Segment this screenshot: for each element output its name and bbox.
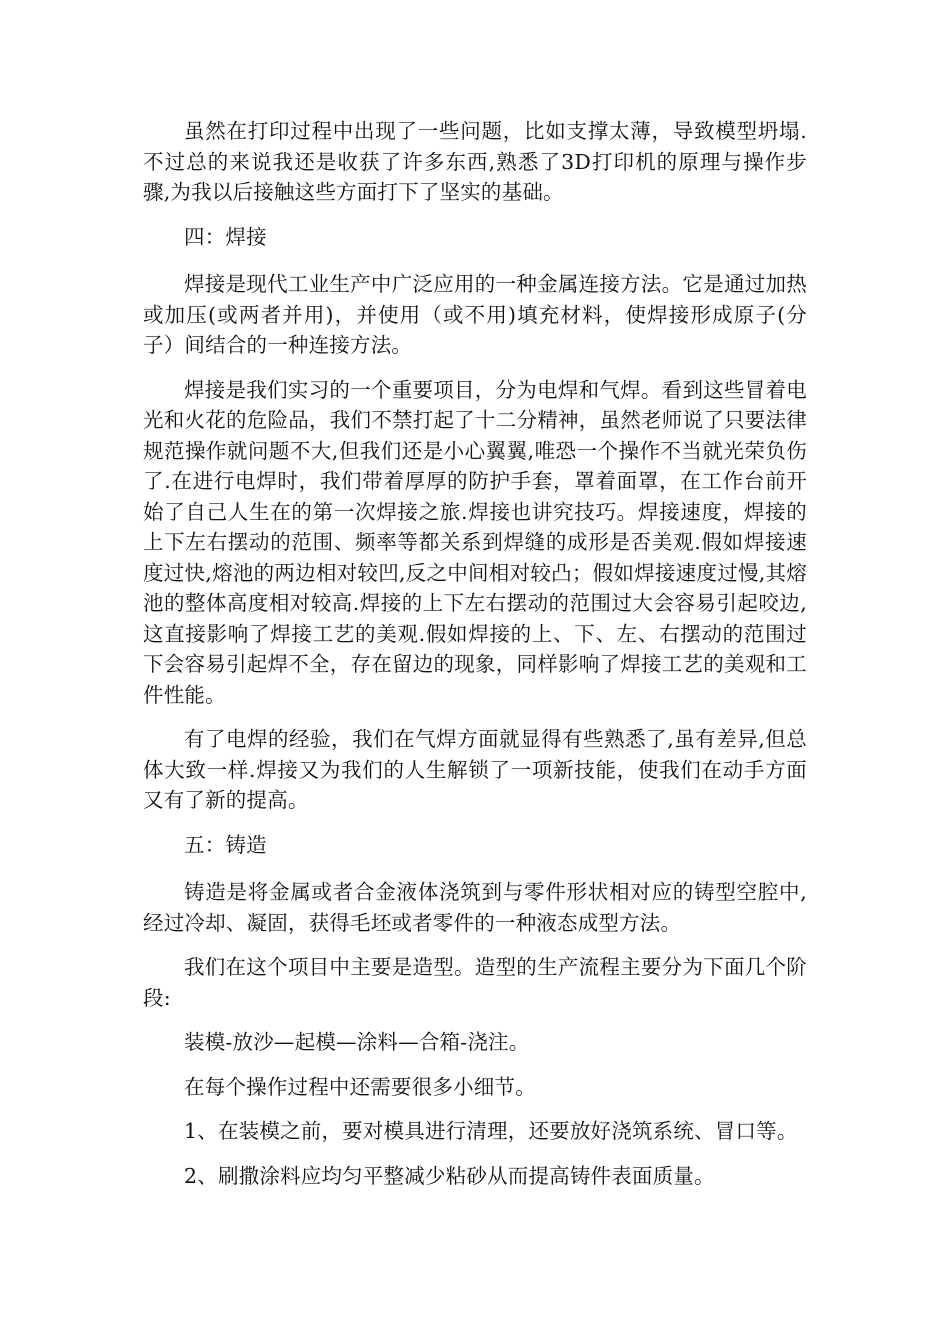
document-page: [143, 116, 807, 1205]
section-heading-casting: 五：铸造: [184, 832, 267, 857]
paragraph-gas-welding: 有了电焊的经验，我们在气焊方面就显得有些熟悉了,虽有差异,但总体大致一样.焊接又为我们的人生解锁了一项新技能，使我们在动手方面又有了新的提高。: [143, 727, 807, 812]
paragraph-molding-process: 我们在这个项目中主要是造型。造型的生产流程主要分为下面几个阶段:: [143, 955, 807, 1010]
paragraph-welding-definition: 焊接是现代工业生产中广泛应用的一种金属连接方法。它是通过加热或加压(或两者并用)，并使用（或不用)填充材料，使焊接形成原子(分子）间结合的一种连接方法。: [143, 272, 807, 357]
paragraph-casting-definition: 铸造是将金属或者合金液体浇筑到与零件形状相对应的铸型空腔中,经过冷却、凝固，获得毛坯或者零件的一种液态成型方法。: [143, 880, 807, 935]
paragraph-process-steps: 装模-放沙—起模—涂料—合箱-浇注。: [184, 1030, 530, 1054]
section-heading-welding: 四：焊接: [184, 224, 267, 249]
paragraph-details-note: 在每个操作过程中还需要很多小细节。: [184, 1074, 536, 1099]
list-item-1: 1、在装模之前，要对模具进行清理，还要放好浇筑系统、冒口等。: [184, 1119, 798, 1143]
paragraph-3d-printing-summary: 虽然在打印过程中出现了一些问题，比如支撑太薄，导致模型坍塌.不过总的来说我还是收获了许多东西,熟悉了3D打印机的原理与操作步骤,为我以后接触这些方面打下了坚实的基础。: [143, 119, 807, 204]
paragraph-welding-practice: 焊接是我们实习的一个重要项目，分为电焊和气焊。看到这些冒着电光和火花的危险品，我们不禁打起了十二分精神，虽然老师说了只要法律规范操作就问题不大,但我们还是小心翼翼,唯恐一个操作不当就光荣负伤了.在进行电焊时，我们带着厚厚的防护手套，罩着面罩，在工作台前开始了自己人生在的第一次焊接之旅.焊接也讲究技巧。焊接速度，焊接的上下左右摆动的范围、频率等都关系到焊缝的成形是否美观.假如焊接速度过快,熔池的两边相对较凹,反之中间相对较凸；假如焊接速度过慢,其熔池的整体高度相对较高.焊接的上下左右摆动的范围过大会容易引起咬边,这直接影响了焊接工艺的美观.假如焊接的上、下、左、右摆动的范围过下会容易引起焊不全，存在留边的现象，同样影响了焊接工艺的美观和工件性能。: [143, 377, 807, 707]
list-item-2: 2、刷撒涂料应均匀平整减少粘砂从而提高铸件表面质量。: [184, 1163, 715, 1188]
